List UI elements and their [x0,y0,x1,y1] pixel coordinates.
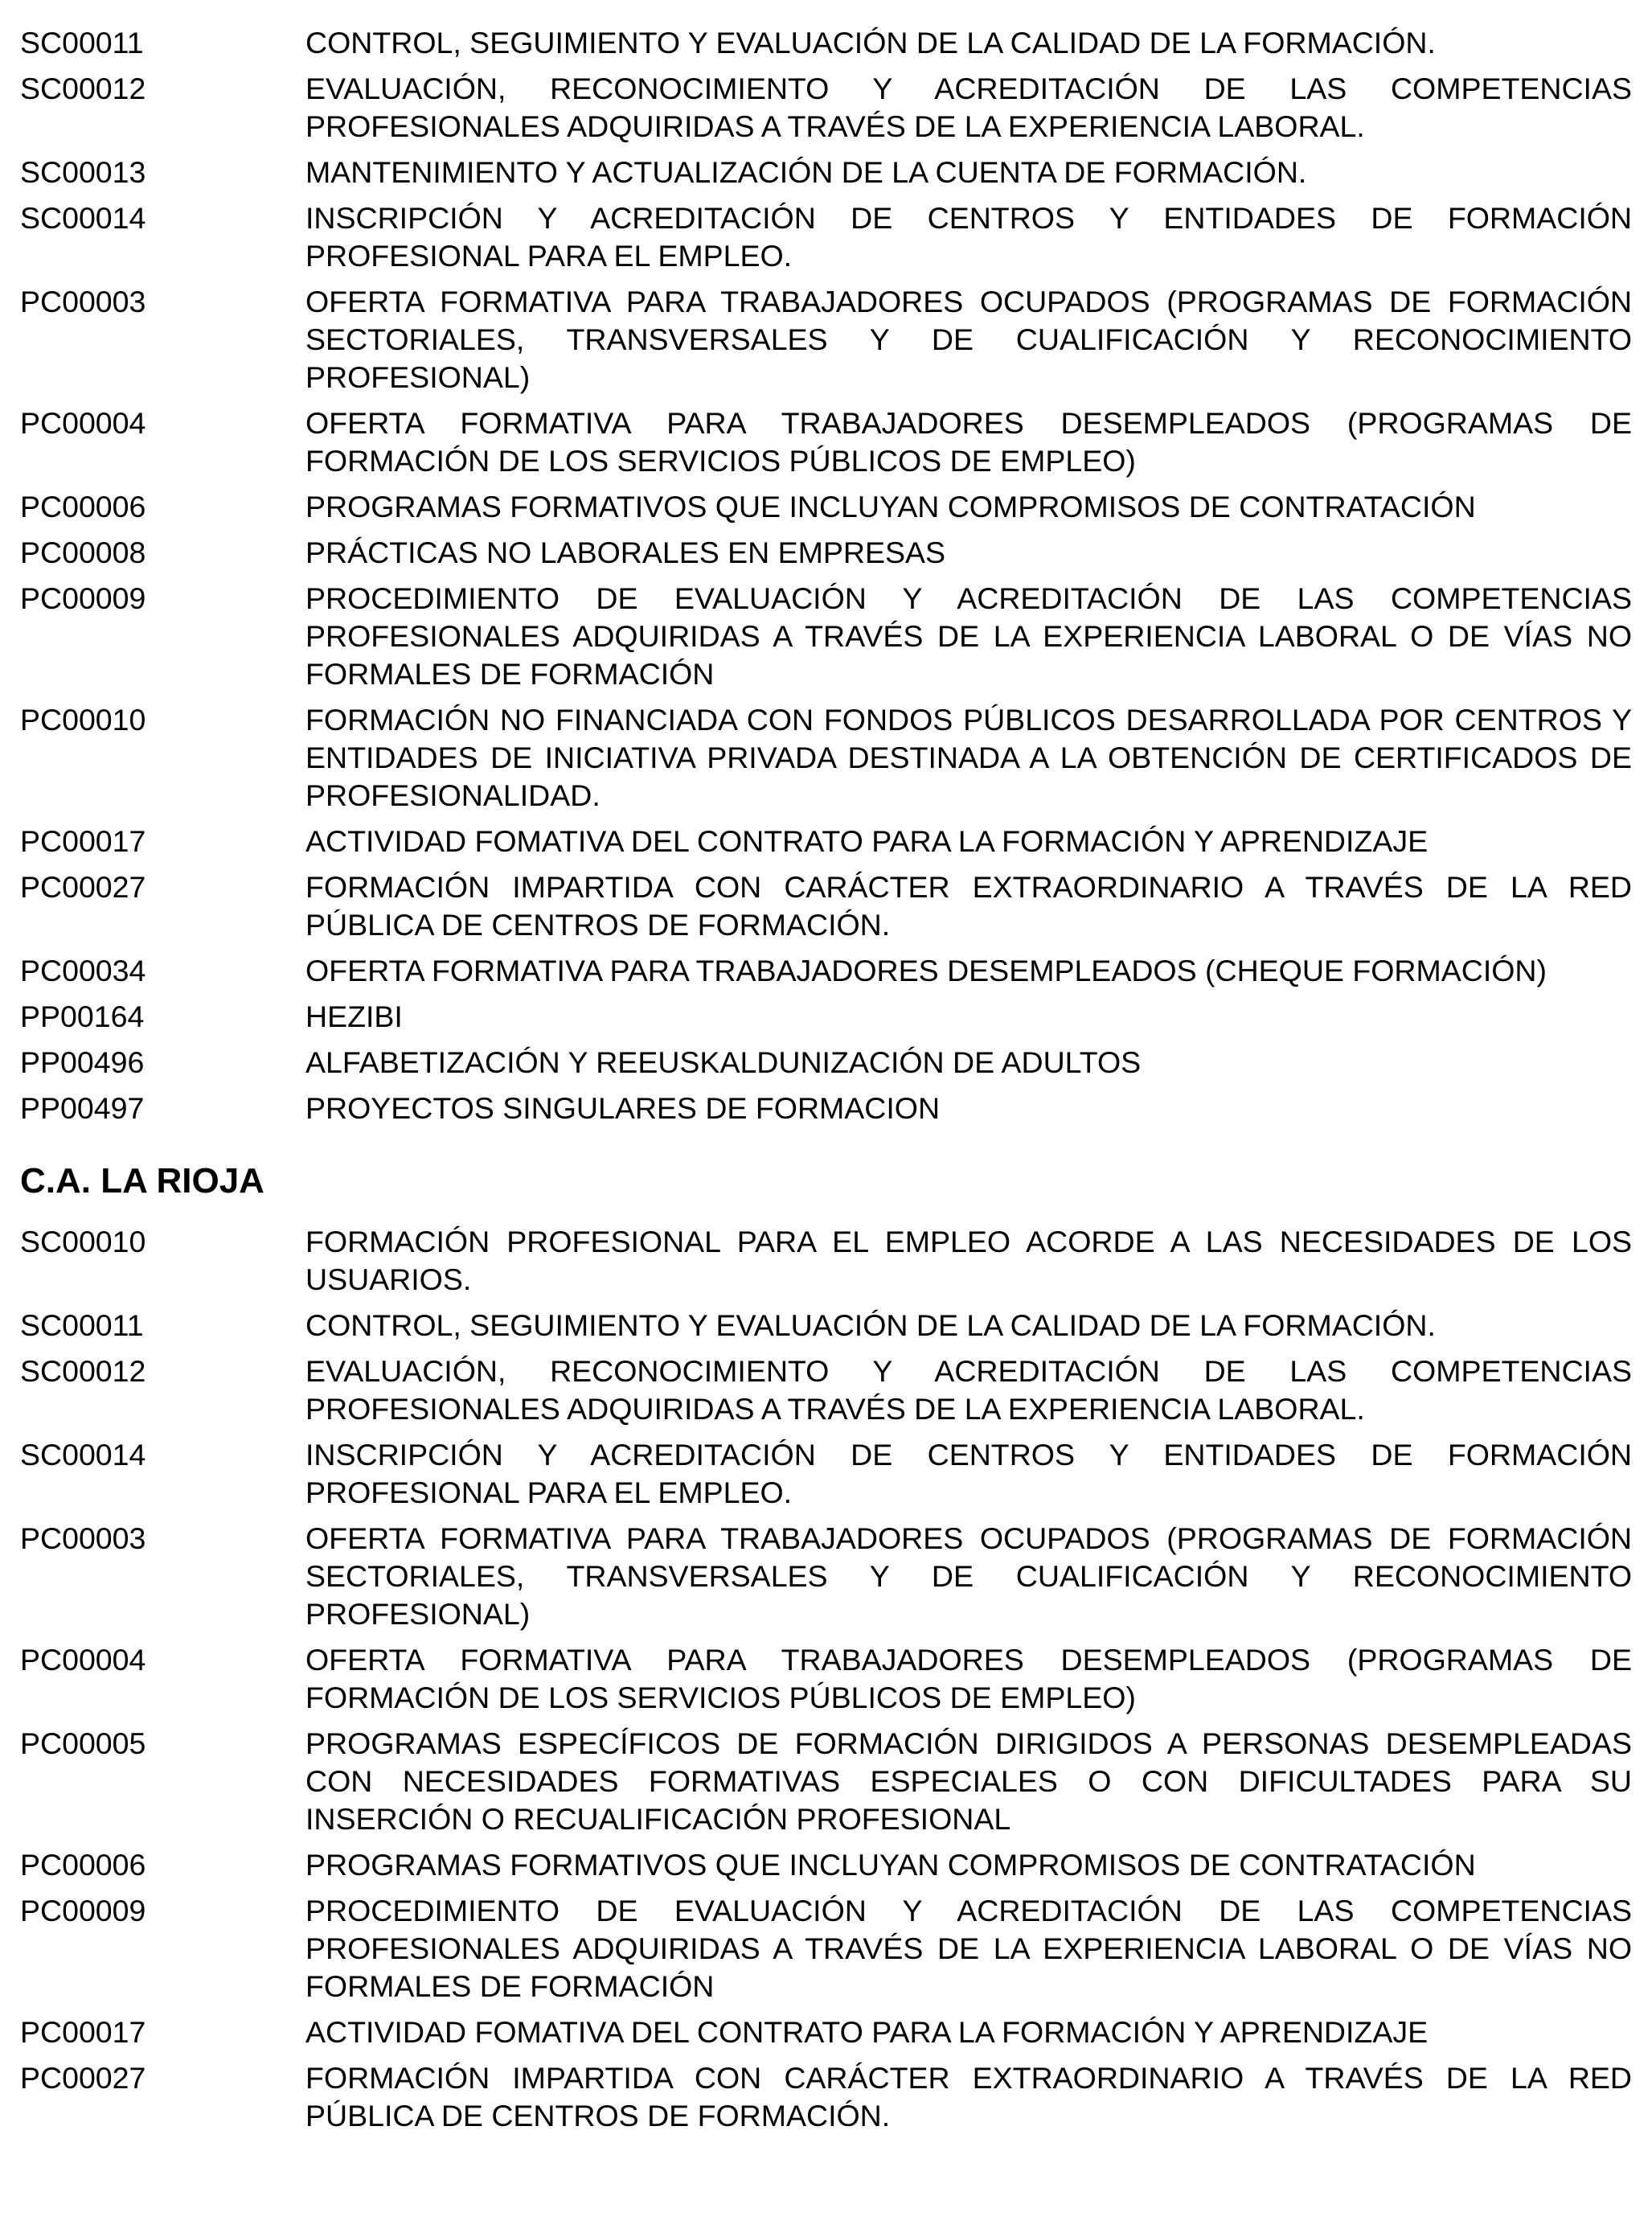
program-description: OFERTA FORMATIVA PARA TRABAJADORES DESEMPLEADOS (PROGRAMAS DE FORMACIÓN DE LOS SERVICIOS PÚBLICOS DE EMPLEO) [305,406,1632,478]
list-item [20,1223,1632,1299]
program-code: PP00496 [20,1045,145,1079]
program-code: PC00009 [20,581,146,615]
program-code: PC00034 [20,954,146,987]
program-description: FORMACIÓN NO FINANCIADA CON FONDOS PÚBLICOS DESARROLLADA POR CENTROS Y ENTIDADES DE INICIATIVA PRIVADA DESTINADA A LA OBTENCIÓN DE CERTIFICADOS DE PROFESIONALIDAD. [305,703,1632,812]
program-code: PC00010 [20,703,146,737]
program-description: EVALUACIÓN, RECONOCIMIENTO Y ACREDITACIÓN DE LAS COMPETENCIAS PROFESIONALES ADQUIRIDAS A TRAVÉS DE LA EXPERIENCIA LABORAL. [305,72,1632,143]
list-item [20,488,1632,526]
program-description: PRÁCTICAS NO LABORALES EN EMPRESAS [305,536,946,569]
program-code: PC00017 [20,2015,146,2049]
program-description: OFERTA FORMATIVA PARA TRABAJADORES DESEMPLEADOS (CHEQUE FORMACIÓN) [305,954,1547,987]
program-description: OFERTA FORMATIVA PARA TRABAJADORES OCUPADOS (PROGRAMAS DE FORMACIÓN SECTORIALES, TRANSVERSALES Y DE CUALIFICACIÓN Y RECONOCIMIENTO PROFESIONAL) [305,285,1632,394]
list-item [20,404,1632,480]
list-item [20,1846,1632,1884]
program-description: INSCRIPCIÓN Y ACREDITACIÓN DE CENTROS Y ENTIDADES DE FORMACIÓN PROFESIONAL PARA EL EMPLEO. [305,1438,1632,1509]
program-description: PROGRAMAS FORMATIVOS QUE INCLUYAN COMPROMISOS DE CONTRATACIÓN [305,1848,1476,1882]
program-description: PROCEDIMIENTO DE EVALUACIÓN Y ACREDITACIÓN DE LAS COMPETENCIAS PROFESIONALES ADQUIRIDAS A TRAVÉS DE LA EXPERIENCIA LABORAL O DE VÍAS NO FORMALES DE FORMACIÓN [305,581,1632,691]
list-item [20,2013,1632,2051]
section-continued [20,24,1632,1127]
list-item [20,534,1632,572]
program-description: ACTIVIDAD FOMATIVA DEL CONTRATO PARA LA FORMACIÓN Y APRENDIZAJE [305,824,1429,858]
list-item [20,998,1632,1036]
program-description: FORMACIÓN IMPARTIDA CON CARÁCTER EXTRAORDINARIO A TRAVÉS DE LA RED PÚBLICA DE CENTROS DE FORMACIÓN. [305,2061,1632,2132]
program-code: SC00011 [20,26,144,60]
program-code: SC00013 [20,155,146,189]
program-code: PC00004 [20,406,146,440]
list-item [20,1725,1632,1838]
program-code: SC00012 [20,1354,146,1388]
program-code: SC00012 [20,72,146,105]
program-description: HEZIBI [305,1000,403,1033]
list-item [20,701,1632,815]
program-code: PC00008 [20,536,146,569]
list-item [20,1641,1632,1717]
program-description: FORMACIÓN IMPARTIDA CON CARÁCTER EXTRAORDINARIO A TRAVÉS DE LA RED PÚBLICA DE CENTROS DE FORMACIÓN. [305,870,1632,942]
program-code: SC00014 [20,201,146,235]
list-item [20,1307,1632,1344]
program-description: PROCEDIMIENTO DE EVALUACIÓN Y ACREDITACIÓN DE LAS COMPETENCIAS PROFESIONALES ADQUIRIDAS A TRAVÉS DE LA EXPERIENCIA LABORAL O DE VÍAS NO FORMALES DE FORMACIÓN [305,1894,1632,2003]
list-item [20,1090,1632,1127]
program-code: PP00164 [20,1000,145,1033]
program-code: PC00004 [20,1643,146,1677]
program-code: PP00497 [20,1091,145,1125]
list-item [20,868,1632,944]
program-code: PC00017 [20,824,146,858]
program-description: PROGRAMAS ESPECÍFICOS DE FORMACIÓN DIRIGIDOS A PERSONAS DESEMPLEADAS CON NECESIDADES FORMATIVAS ESPECIALES O CON DIFICULTADES PARA SU INSERCIÓN O RECUALIFICACIÓN PROFESIONAL [305,1726,1632,1836]
list-item [20,1520,1632,1633]
program-code: SC00011 [20,1308,144,1342]
program-description: PROYECTOS SINGULARES DE FORMACION [305,1091,941,1125]
list-item [20,70,1632,146]
program-code: PC00027 [20,870,146,904]
list-item [20,24,1632,62]
program-description: PROGRAMAS FORMATIVOS QUE INCLUYAN COMPROMISOS DE CONTRATACIÓN [305,490,1476,523]
program-code: PC00027 [20,2061,146,2095]
list-item [20,952,1632,990]
program-code: SC00010 [20,1225,146,1258]
program-code: PC00003 [20,285,146,318]
list-item [20,823,1632,860]
program-code: PC00005 [20,1726,146,1760]
section-heading: C.A. LA RIOJA [20,1161,264,1201]
program-description: ALFABETIZACIÓN Y REEUSKALDUNIZACIÓN DE ADULTOS [305,1045,1142,1079]
program-code: PC00009 [20,1894,146,1927]
program-description: ACTIVIDAD FOMATIVA DEL CONTRATO PARA LA FORMACIÓN Y APRENDIZAJE [305,2015,1429,2049]
list-item [20,199,1632,275]
section-la-rioja [20,1223,1632,2135]
program-description: INSCRIPCIÓN Y ACREDITACIÓN DE CENTROS Y ENTIDADES DE FORMACIÓN PROFESIONAL PARA EL EMPLEO. [305,201,1632,273]
program-code: PC00003 [20,1521,146,1555]
list-item [20,1044,1632,1082]
program-description: MANTENIMIENTO Y ACTUALIZACIÓN DE LA CUENTA DE FORMACIÓN. [305,155,1307,189]
program-description: FORMACIÓN PROFESIONAL PARA EL EMPLEO ACORDE A LAS NECESIDADES DE LOS USUARIOS. [305,1225,1632,1296]
list-item [20,2059,1632,2135]
program-description: OFERTA FORMATIVA PARA TRABAJADORES OCUPADOS (PROGRAMAS DE FORMACIÓN SECTORIALES, TRANSVERSALES Y DE CUALIFICACIÓN Y RECONOCIMIENTO PROFESIONAL) [305,1521,1632,1631]
program-code: PC00006 [20,1848,146,1882]
list-item [20,1436,1632,1512]
list-item [20,154,1632,191]
list-item [20,283,1632,396]
list-item [20,580,1632,693]
list-item [20,1892,1632,2005]
list-item [20,1353,1632,1428]
program-description: CONTROL, SEGUIMIENTO Y EVALUACIÓN DE LA CALIDAD DE LA FORMACIÓN. [305,1308,1436,1342]
program-description: EVALUACIÓN, RECONOCIMIENTO Y ACREDITACIÓN DE LAS COMPETENCIAS PROFESIONALES ADQUIRIDAS A TRAVÉS DE LA EXPERIENCIA LABORAL. [305,1354,1632,1426]
program-code: PC00006 [20,490,146,523]
program-description: OFERTA FORMATIVA PARA TRABAJADORES DESEMPLEADOS (PROGRAMAS DE FORMACIÓN DE LOS SERVICIOS PÚBLICOS DE EMPLEO) [305,1643,1632,1714]
program-description: CONTROL, SEGUIMIENTO Y EVALUACIÓN DE LA CALIDAD DE LA FORMACIÓN. [305,26,1436,60]
program-code: SC00014 [20,1438,146,1472]
